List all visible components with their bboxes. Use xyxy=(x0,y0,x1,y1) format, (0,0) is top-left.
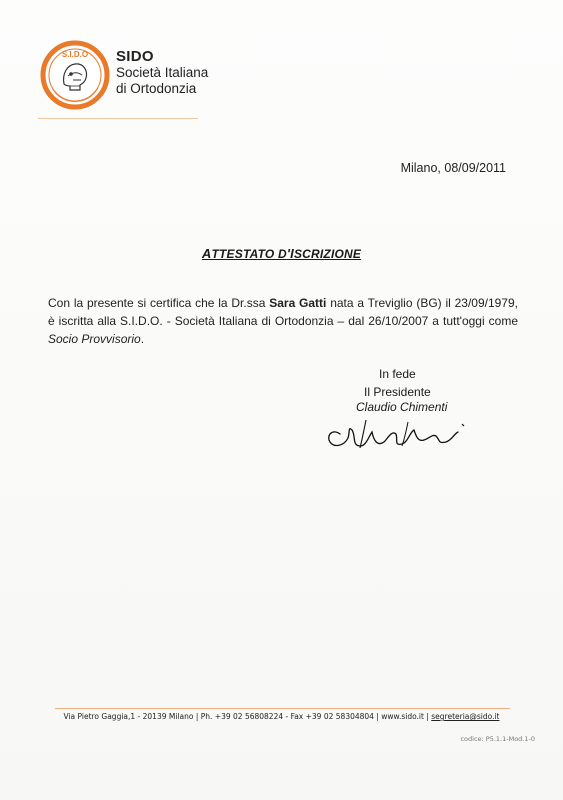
member-status: Socio Provvisorio xyxy=(48,332,141,346)
member-name: Sara Gatti xyxy=(269,296,327,310)
brand-line-2: di Ortodonzia xyxy=(116,81,197,96)
document-title xyxy=(0,246,563,261)
brand-line-1: Società Italiana xyxy=(116,65,209,80)
body-text-3: . xyxy=(140,332,145,346)
footer-divider xyxy=(55,708,510,709)
body-text-1: Con la presente si certifica che la Dr.ssa xyxy=(48,296,270,310)
header-divider xyxy=(38,118,198,119)
logo-text: S.I.D.O xyxy=(61,50,89,59)
title-part-2: TTESTATO D xyxy=(211,247,287,261)
closing-role: Il Presidente xyxy=(364,385,431,399)
brand-name: SIDO xyxy=(116,48,154,65)
footer-address: Via Pietro Gaggia,1 - 20139 Milano | Ph. +39 02 56808224 - Fax +39 02 58304804 | www.sido.it | xyxy=(63,712,432,721)
document-code: codice: P5.1.1-Mod.1-0 xyxy=(460,735,535,743)
president-name: Claudio Chimenti xyxy=(356,400,448,414)
footer-contacts xyxy=(0,712,563,721)
certificate-body xyxy=(48,294,518,348)
closing-in-fede: In fede xyxy=(379,367,416,381)
body-text-2: nata a Treviglio (BG) il 23/09/1979, è iscritta alla S.I.D.O. - Società Italiana di Ortodonzia – dal 26/10/2007 a tutt'oggi come xyxy=(48,296,518,328)
document-date: Milano, 08/09/2011 xyxy=(400,161,506,175)
handwritten-signature xyxy=(322,412,492,454)
footer-email-link[interactable]: segreteria@sido.it xyxy=(431,712,500,721)
brand-block xyxy=(116,48,208,97)
title-part-1: A xyxy=(201,246,212,261)
title-part-4: SCRIZIONE xyxy=(293,247,362,261)
title-part-3: 'I xyxy=(286,246,294,261)
sido-logo xyxy=(40,40,110,110)
